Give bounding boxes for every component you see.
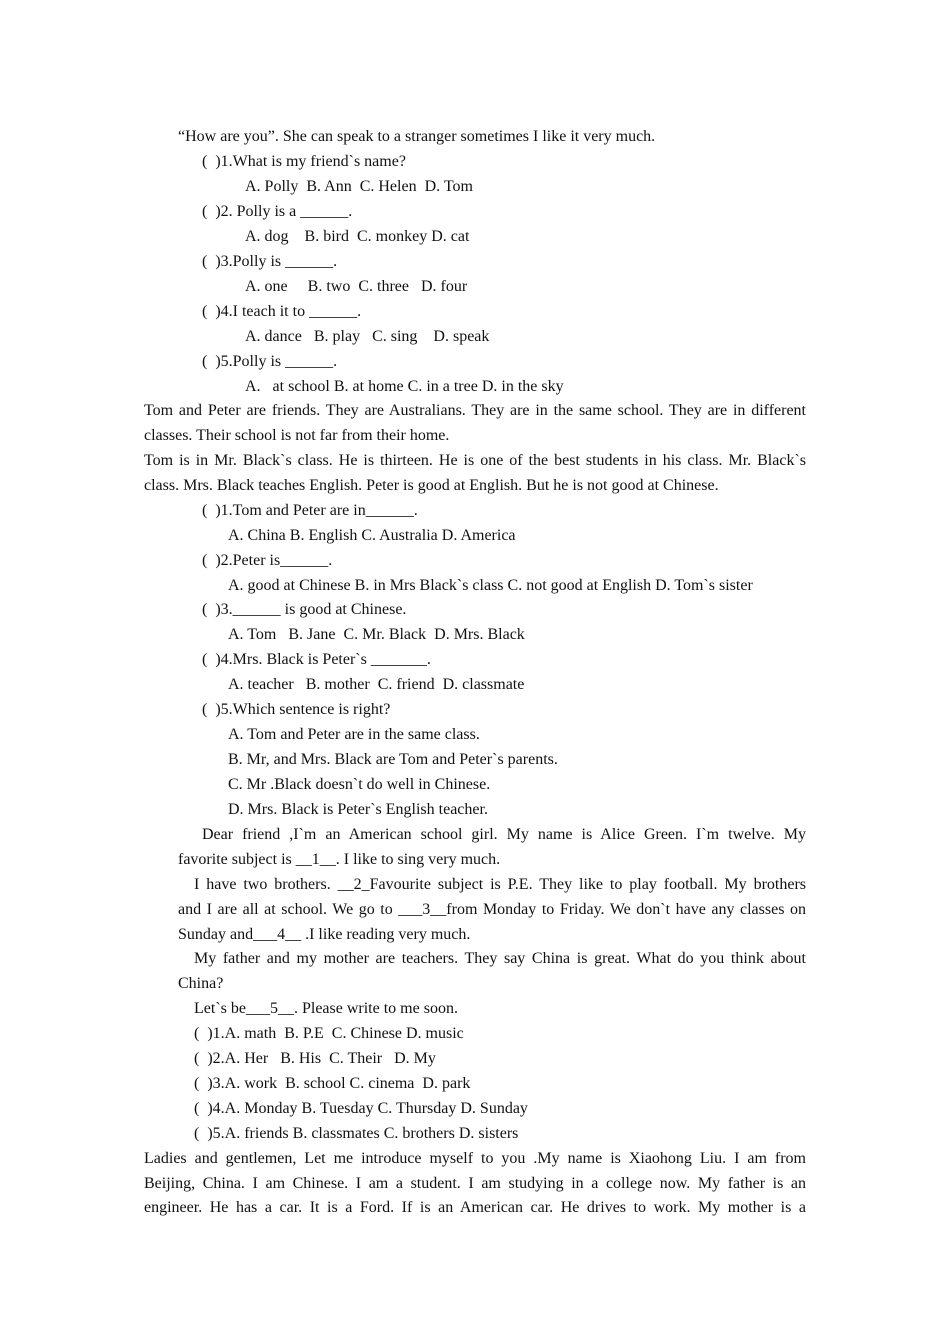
question-line: ( )2.Peter is______. xyxy=(202,552,333,569)
passage-line: Tom and Peter are friends. They are Australians. They are in the same school. They are in different xyxy=(144,402,806,419)
question-line: ( )2.A. Her B. His C. Their D. My xyxy=(194,1050,436,1067)
question-line: ( )1.What is my friend`s name? xyxy=(202,153,406,170)
question-line: ( )3.A. work B. school C. cinema D. park xyxy=(194,1075,471,1092)
options-line: C. Mr .Black doesn`t do well in Chinese. xyxy=(228,776,491,793)
letter-line: I have two brothers. __2_Favourite subject is P.E. They like to play football. My brothers xyxy=(194,876,806,893)
letter-line: and I are all at school. We go to ___3__from Monday to Friday. We don`t have any classes on xyxy=(178,901,806,918)
question-line: ( )4.Mrs. Black is Peter`s _______. xyxy=(202,651,431,668)
options-line: A. dog B. bird C. monkey D. cat xyxy=(245,228,470,245)
question-line: ( )4.A. Monday B. Tuesday C. Thursday D. Sunday xyxy=(194,1100,528,1117)
options-line: A. Polly B. Ann C. Helen D. Tom xyxy=(245,178,473,195)
letter-line: Sunday and___4__ .I like reading very much. xyxy=(178,926,471,943)
passage-line: Tom is in Mr. Black`s class. He is thirteen. He is one of the best students in his class. Mr. Black`s xyxy=(144,452,806,469)
options-line: A. teacher B. mother C. friend D. classmate xyxy=(228,676,525,693)
options-line: A. China B. English C. Australia D. America xyxy=(228,527,516,544)
question-line: ( )2. Polly is a ______. xyxy=(202,203,353,220)
options-line: A. good at Chinese B. in Mrs Black`s class C. not good at English D. Tom`s sister xyxy=(228,577,753,594)
question-line: ( )4.I teach it to ______. xyxy=(202,303,362,320)
options-line: A. Tom and Peter are in the same class. xyxy=(228,726,480,743)
question-line: ( )5.A. friends B. classmates C. brothers D. sisters xyxy=(194,1125,519,1142)
options-line: B. Mr, and Mrs. Black are Tom and Peter`s parents. xyxy=(228,751,558,768)
options-line: A. at school B. at home C. in a tree D. in the sky xyxy=(245,378,564,395)
passage-line: engineer. He has a car. It is a Ford. If is an American car. He drives to work. My mother is a xyxy=(144,1199,806,1216)
question-line: ( )3.______ is good at Chinese. xyxy=(202,601,407,618)
options-line: A. dance B. play C. sing D. speak xyxy=(245,328,490,345)
options-line: A. Tom B. Jane C. Mr. Black D. Mrs. Black xyxy=(228,626,525,643)
question-line: ( )1.A. math B. P.E C. Chinese D. music xyxy=(194,1025,464,1042)
question-line: ( )5.Which sentence is right? xyxy=(202,701,391,718)
options-line: D. Mrs. Black is Peter`s English teacher. xyxy=(228,801,488,818)
passage-line: Ladies and gentlemen, Let me introduce myself to you .My name is Xiaohong Liu. I am from xyxy=(144,1150,806,1167)
letter-line: My father and my mother are teachers. They say China is great. What do you think about xyxy=(194,950,806,967)
question-line: ( )5.Polly is ______. xyxy=(202,353,338,370)
question-line: ( )1.Tom and Peter are in______. xyxy=(202,502,418,519)
question-line: ( )3.Polly is ______. xyxy=(202,253,338,270)
letter-line: Dear friend ,I`m an American school girl. My name is Alice Green. I`m twelve. My xyxy=(202,826,806,843)
passage-line: Beijing, China. I am Chinese. I am a student. I am studying in a college now. My father is an xyxy=(144,1175,806,1192)
passage-line: classes. Their school is not far from their home. xyxy=(144,427,450,444)
letter-line: China? xyxy=(178,975,224,992)
options-line: A. one B. two C. three D. four xyxy=(245,278,468,295)
letter-line: favorite subject is __1__. I like to sing very much. xyxy=(178,851,501,868)
passage-line: class. Mrs. Black teaches English. Peter is good at English. But he is not good at Chinese. xyxy=(144,477,719,494)
text-line: “How are you”. She can speak to a stranger sometimes I like it very much. xyxy=(178,128,656,145)
letter-line: Let`s be___5__. Please write to me soon. xyxy=(194,1000,458,1017)
